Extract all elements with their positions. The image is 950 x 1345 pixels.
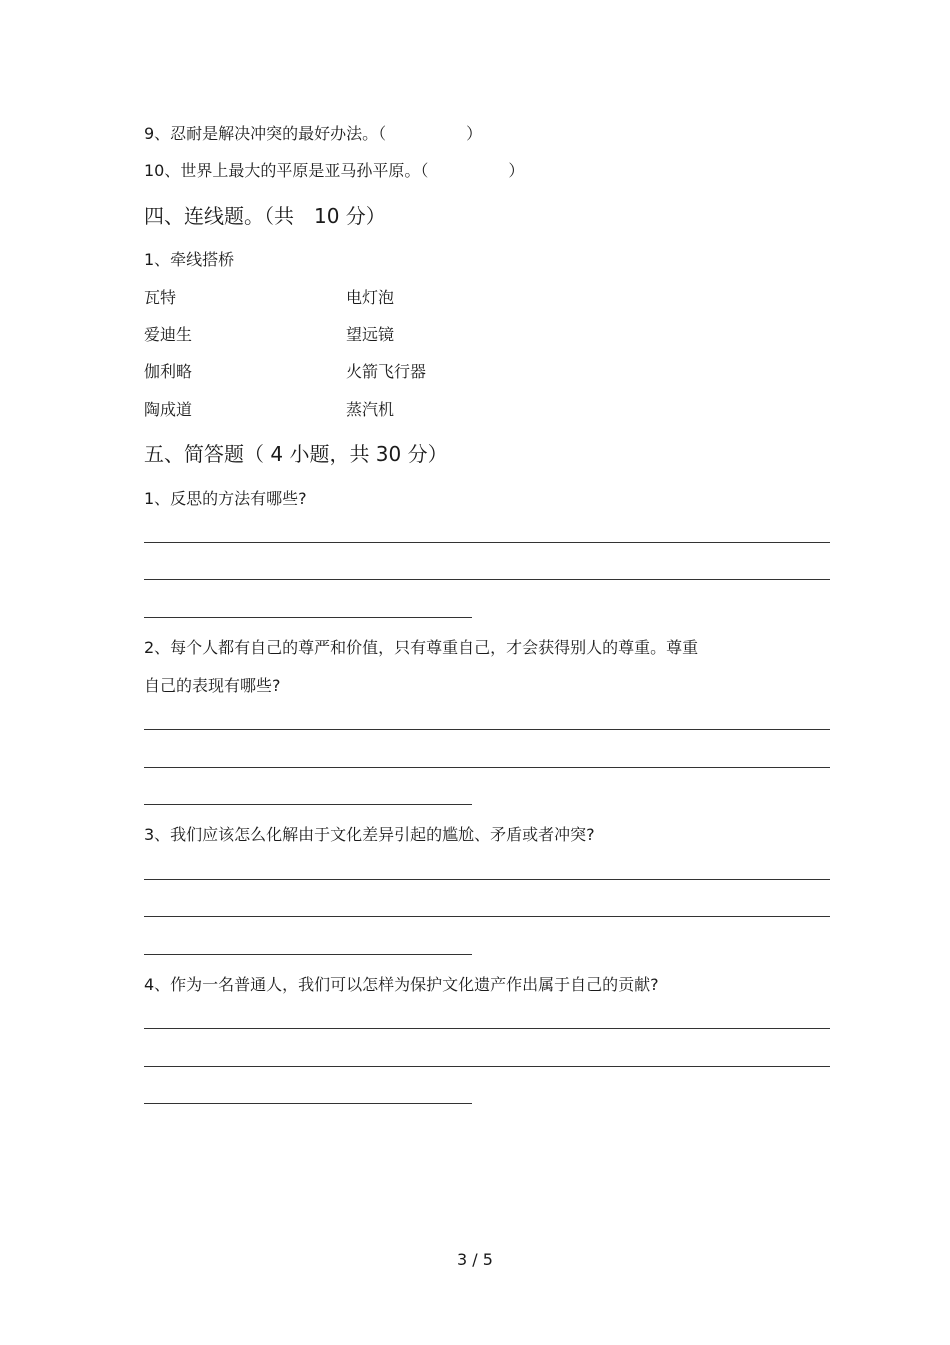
answer-line[interactable] [144,617,472,618]
section-heading-matching: 四、连线题。（共 10 分） [144,204,386,228]
matching-right-item: 火箭飞行器 [346,362,427,381]
matching-right-item: 望远镜 [346,325,395,344]
matching-right-item: 电灯泡 [346,288,395,307]
answer-line[interactable] [144,1028,830,1029]
tf-item-10: 10、世界上最大的平原是亚马孙平原。（ ） [144,161,525,180]
matching-left-item: 陶成道 [144,400,193,419]
tf-item-9: 9、忍耐是解决冲突的最好办法。（ ） [144,124,483,143]
answer-line[interactable] [144,542,830,543]
answer-line[interactable] [144,954,472,955]
section-heading-short-answer: 五、简答题（ 4 小题，共 30 分） [144,442,448,466]
answer-line[interactable] [144,916,830,917]
matching-right-item: 蒸汽机 [346,400,395,419]
page-number: 3 / 5 [457,1250,493,1269]
answer-line[interactable] [144,1066,830,1067]
short-answer-question-4: 4、作为一名普通人，我们可以怎样为保护文化遗产作出属于自己的贡献? [144,975,659,994]
answer-line[interactable] [144,729,830,730]
matching-left-item: 爱迪生 [144,325,193,344]
answer-line[interactable] [144,804,472,805]
answer-line[interactable] [144,1103,472,1104]
short-answer-question-2-line-2: 自己的表现有哪些? [144,676,281,695]
short-answer-question-3: 3、我们应该怎么化解由于文化差异引起的尴尬、矛盾或者冲突? [144,825,595,844]
answer-line[interactable] [144,767,830,768]
matching-question-title: 1、牵线搭桥 [144,250,235,269]
answer-line[interactable] [144,579,830,580]
short-answer-question-2-line-1: 2、每个人都有自己的尊严和价值，只有尊重自己，才会获得别人的尊重。尊重 [144,638,699,657]
matching-left-item: 伽利略 [144,362,193,381]
answer-line[interactable] [144,879,830,880]
short-answer-question-1: 1、反思的方法有哪些? [144,489,307,508]
matching-left-item: 瓦特 [144,288,177,307]
